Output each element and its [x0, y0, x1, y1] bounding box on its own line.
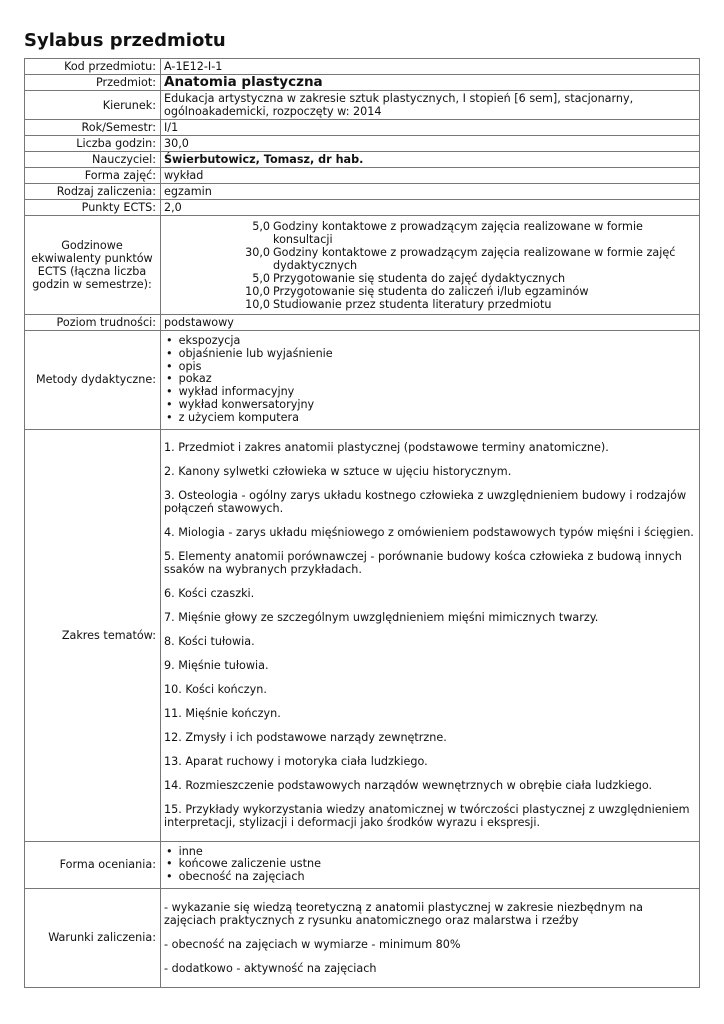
ocenianie-list	[161, 841, 700, 888]
label-godzin: Liczba godzin:	[25, 136, 161, 152]
value-kod: A-1E12-I-1	[161, 59, 700, 75]
topic-item: 5. Elementy anatomii porównawczej - porównanie budowy kośca człowieka z budową innych ssaków na wybranych przykładach.	[164, 549, 682, 576]
row-metody	[25, 331, 700, 430]
label-warunki: Warunki zaliczenia:	[25, 888, 161, 987]
topic-item: 14. Rozmieszczenie podstawowych narządów wewnętrznych w obrębie ciała ludzkiego.	[164, 778, 653, 792]
label-metody: Metody dydaktyczne:	[25, 331, 161, 430]
row-nauczyciel	[25, 152, 700, 168]
topic-item: 13. Aparat ruchowy i motoryka ciała ludzkiego.	[164, 754, 428, 768]
warunki-list	[161, 888, 700, 987]
label-kod: Kod przedmiotu:	[25, 59, 161, 75]
label-rok: Rok/Semestr:	[25, 120, 161, 136]
hours-row: 10,0 Studiowanie przez studenta literatury przedmiotu	[245, 298, 552, 311]
list-item: • opis	[166, 361, 696, 374]
list-item: • z użyciem komputera	[166, 412, 696, 425]
value-poziom: podstawowy	[161, 315, 700, 331]
label-forma: Forma zajęć:	[25, 168, 161, 184]
topic-item: 11. Mięśnie kończyn.	[164, 706, 281, 720]
value-nauczyciel: Świerbutowicz, Tomasz, dr hab.	[161, 152, 700, 168]
row-przedmiot	[25, 75, 700, 91]
label-zakres: Zakres tematów:	[25, 429, 161, 841]
hours-row: 5,0 Przygotowanie się studenta do zajęć dydaktycznych	[252, 272, 566, 285]
row-ects	[25, 200, 700, 216]
metody-list	[161, 331, 700, 430]
label-ocenianie: Forma oceniania:	[25, 841, 161, 888]
topic-item: 8. Kości tułowia.	[164, 634, 255, 648]
topic-item: 9. Mięśnie tułowia.	[164, 658, 269, 672]
label-kierunek: Kierunek:	[25, 91, 161, 120]
list-item: • pokaz	[166, 373, 696, 386]
value-rok: I/1	[161, 120, 700, 136]
label-rodzaj: Rodzaj zaliczenia:	[25, 184, 161, 200]
row-forma	[25, 168, 700, 184]
value-kierunek: Edukacja artystyczna w zakresie sztuk plastycznych, I stopień [6 sem], stacjonarny, ogólnoakademicki, rozpoczęty w: 2014	[161, 91, 700, 120]
page-title: Sylabus przedmiotu	[24, 30, 226, 51]
row-zakres	[25, 429, 700, 841]
value-ects: 2,0	[161, 200, 700, 216]
label-ects: Punkty ECTS:	[25, 200, 161, 216]
row-poziom	[25, 315, 700, 331]
list-item: • objaśnienie lub wyjaśnienie	[166, 348, 696, 361]
topic-item: 15. Przykłady wykorzystania wiedzy anatomicznej w twórczości plastycznej z uwzględnieniem interpretacji, stylizacji i deformacji jako środków wyrazu i ekspresji.	[164, 802, 690, 829]
topic-item: 3. Osteologia - ogólny zarys układu kostnego człowieka z uwzględnieniem budowy i rodzajów połączeń stawowych.	[164, 488, 687, 515]
row-warunki	[25, 888, 700, 987]
topic-item: 1. Przedmiot i zakres anatomii plastycznej (podstawowe terminy anatomiczne).	[164, 440, 609, 454]
list-item: • wykład konwersatoryjny	[166, 399, 696, 412]
topic-item: 10. Kości kończyn.	[164, 682, 267, 696]
row-ocenianie	[25, 841, 700, 888]
hours-row: 30,0 Godziny kontaktowe z prowadzącym zajęcia realizowane w formie zajęć dydaktycznych	[245, 246, 676, 272]
list-item: • wykład informacyjny	[166, 386, 696, 399]
list-item: • inne	[166, 846, 696, 859]
list-item: • ekspozycja	[166, 335, 696, 348]
condition-item: - wykazanie się wiedzą teoretyczną z anatomii plastycznej w zakresie niezbędnym na zajęciach praktycznych z rysunku anatomicznego oraz malarstwa i rzeźby	[164, 900, 644, 927]
value-godzin: 30,0	[161, 136, 700, 152]
row-rodzaj	[25, 184, 700, 200]
condition-item: - dodatkowo - aktywność na zajęciach	[164, 961, 377, 975]
value-forma: wykład	[161, 168, 700, 184]
value-przedmiot: Anatomia plastyczna	[161, 75, 700, 91]
label-godziny-ects: Godzinowe ekwiwalenty punktów ECTS (łączna liczba godzin w semestrze):	[25, 216, 161, 315]
topic-item: 2. Kanony sylwetki człowieka w sztuce w ujęciu historycznym.	[164, 464, 512, 478]
label-przedmiot: Przedmiot:	[25, 75, 161, 91]
row-rok	[25, 120, 700, 136]
label-nauczyciel: Nauczyciel:	[25, 152, 161, 168]
value-rodzaj: egzamin	[161, 184, 700, 200]
topic-item: 6. Kości czaszki.	[164, 586, 255, 600]
list-item: • końcowe zaliczenie ustne	[166, 858, 696, 871]
hours-list	[161, 216, 700, 315]
hours-row: 5,0 Godziny kontaktowe z prowadzącym zajęcia realizowane w formie konsultacji	[252, 220, 643, 246]
hours-row: 10,0 Przygotowanie się studenta do zaliczeń i/lub egzaminów	[245, 285, 589, 298]
row-kod	[25, 59, 700, 75]
topic-item: 12. Zmysły i ich podstawowe narządy zewnętrzne.	[164, 730, 447, 744]
topic-item: 7. Mięśnie głowy ze szczególnym uwzględnieniem mięśni mimicznych twarzy.	[164, 610, 599, 624]
topic-item: 4. Miologia - zarys układu mięśniowego z omówieniem podstawowych typów mięśni i ścięgien.	[164, 525, 694, 539]
syllabus-table	[24, 58, 700, 988]
row-godzin	[25, 136, 700, 152]
topics-list	[161, 429, 700, 841]
label-poziom: Poziom trudności:	[25, 315, 161, 331]
row-godziny-ects	[25, 216, 700, 315]
list-item: • obecność na zajęciach	[166, 871, 696, 884]
condition-item: - obecność na zajęciach w wymiarze - minimum 80%	[164, 937, 461, 951]
row-kierunek	[25, 91, 700, 120]
